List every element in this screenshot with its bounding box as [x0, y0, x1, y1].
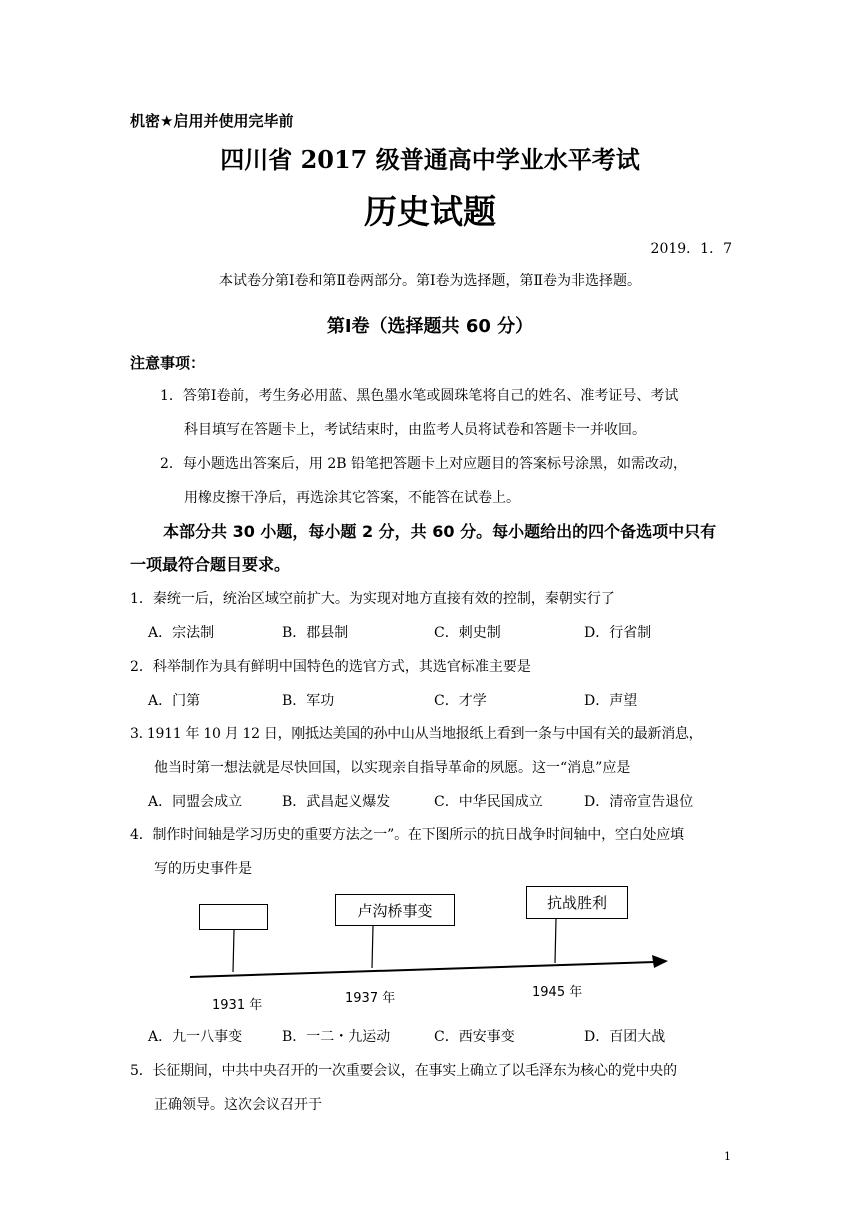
question-3-option-c: C．中华民国成立: [434, 794, 543, 810]
question-4-stem: 4．制作时间轴是学习历史的重要方法之一”。在下图所示的抗日战争时间轴中，空白处应填: [130, 827, 684, 843]
notice-item-1: 1．答第Ⅰ卷前，考生务必用蓝、黑色墨水笔或圆珠笔将自己的姓名、准考证号、考试: [160, 388, 679, 404]
question-1-option-d: D．行省制: [584, 625, 652, 641]
question-3-option-a: A．同盟会成立: [148, 794, 243, 810]
timeline-tick-1937: [372, 926, 373, 968]
question-3-stem-cont: 他当时第一想法就是尽快回国，以实现亲自指导革命的夙愿。这一“消息”应是: [154, 760, 631, 776]
timeline-box-victory: 抗战胜利: [526, 886, 628, 919]
page-number: 1: [724, 1150, 731, 1163]
section-title: 第Ⅰ卷（选择题共 60 分）: [326, 316, 534, 337]
notice-heading: 注意事项：: [130, 354, 206, 372]
question-2-option-a: A．门第: [148, 693, 201, 709]
timeline-year-1937: 1937 年: [345, 991, 396, 1006]
instructions-line-1: 本部分共 30 小题，每小题 2 分，共 60 分。每小题给出的四个备选项中只有: [163, 522, 717, 541]
timeline-year-1931: 1931 年: [212, 998, 263, 1013]
question-2-option-b: B．军功: [282, 693, 335, 709]
question-3-stem: 3. 1911 年 10 月 12 日，刚抵达美国的孙中山从当地报纸上看到一条与中国有关的最新消息，: [130, 726, 703, 742]
question-4-option-d: D．百团大战: [584, 1029, 666, 1045]
timeline-box-lugouqiao: 卢沟桥事变: [335, 894, 455, 926]
exam-date: 2019．1．7: [650, 241, 732, 257]
notice-item-2: 2．每小题选出答案后，用 2B 铅笔把答题卡上对应题目的答案标号涂黑，如需改动，: [160, 456, 688, 472]
timeline-year-1945: 1945 年: [532, 985, 583, 1000]
question-5-stem-cont: 正确领导。这次会议召开于: [154, 1097, 322, 1113]
question-4-stem-cont: 写的历史事件是: [154, 861, 252, 877]
question-2-stem: 2．科举制作为具有鲜明中国特色的选官方式，其选官标准主要是: [130, 659, 531, 675]
notice-item-1-cont: 科目填写在答题卡上，考试结束时，由监考人员将试卷和答题卡一并收回。: [184, 422, 646, 438]
timeline-blank-box: [199, 904, 268, 930]
question-1-option-b: B．郡县制: [282, 625, 349, 641]
question-1-option-a: A．宗法制: [148, 625, 215, 641]
instructions-line-2: 一项最符合题目要求。: [130, 555, 291, 574]
exam-title: 四川省 2017 级普通高中学业水平考试: [220, 145, 640, 174]
timeline-tick-1945: [555, 919, 556, 963]
question-4-option-b: B．一二・九运动: [282, 1029, 391, 1045]
question-4-option-c: C．西安事变: [434, 1029, 515, 1045]
notice-item-2-cont: 用橡皮擦干净后，再选涂其它答案，不能答在试卷上。: [184, 490, 520, 506]
question-4-option-a: A．九一八事变: [148, 1029, 243, 1045]
intro-text: 本试卷分第Ⅰ卷和第Ⅱ卷两部分。第Ⅰ卷为选择题，第Ⅱ卷为非选择题。: [218, 273, 642, 289]
question-1-stem: 1．秦统一后，统治区域空前扩大。为实现对地方直接有效的控制，秦朝实行了: [130, 591, 615, 607]
timeline-arrow-head: [652, 955, 668, 968]
exam-subject: 历史试题: [364, 192, 496, 231]
question-2-option-c: C．才学: [434, 693, 487, 709]
question-1-option-c: C．刺史制: [434, 625, 501, 641]
question-3-option-b: B．武昌起义爆发: [282, 794, 391, 810]
question-3-option-d: D．清帝宣告退位: [584, 794, 694, 810]
confidential-label: 机密★启用并使用完毕前: [130, 112, 294, 130]
question-2-option-d: D．声望: [584, 693, 638, 709]
timeline-axis-line: [190, 962, 655, 977]
question-5-stem: 5．长征期间，中共中央召开的一次重要会议，在事实上确立了以毛泽东为核心的党中央的: [130, 1063, 677, 1079]
timeline-tick-1931: [233, 930, 234, 972]
